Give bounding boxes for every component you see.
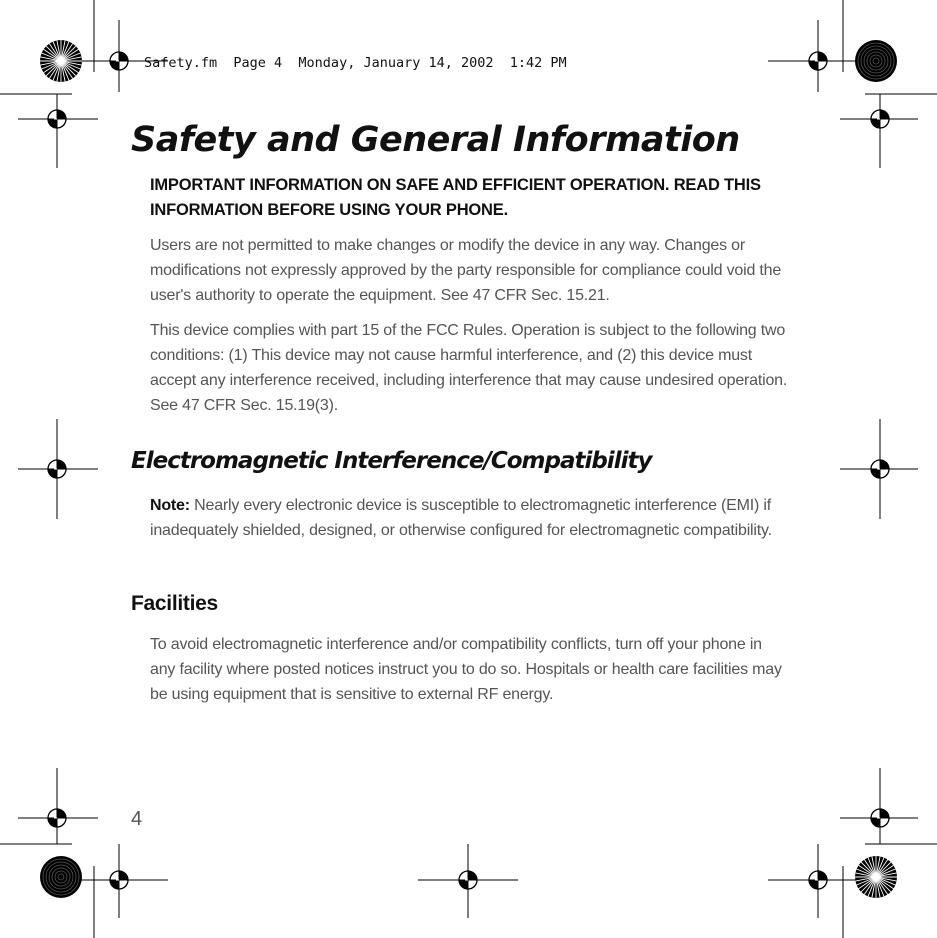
ring-target-icon <box>855 40 897 82</box>
star-target-icon <box>40 40 82 82</box>
file-header: Safety.fm Page 4 Monday, January 14, 2002 1:42 PM <box>144 55 567 71</box>
registration-mark-icon <box>871 110 889 128</box>
registration-mark-icon <box>48 110 66 128</box>
registration-mark-icon <box>871 809 889 827</box>
registration-mark-icon <box>459 871 477 889</box>
registration-mark-icon <box>110 52 128 70</box>
page-number: 4 <box>131 808 143 830</box>
registration-mark-icon <box>809 52 827 70</box>
note-label: Note: <box>150 497 190 514</box>
fcc-paragraph: This device complies with part 15 of the FCC Rules. Operation is subject to the following two conditions: (1) This device may not cause harmful interference, and (2) this device must accept any interference received, including interference that may cause undesired operation. See 47 CFR Sec. 15.19(3). <box>150 322 788 414</box>
star-target-icon <box>855 856 897 898</box>
registration-mark-icon <box>871 460 889 478</box>
ring-target-icon <box>40 856 82 898</box>
registration-mark-icon <box>48 809 66 827</box>
important-notice: IMPORTANT INFORMATION ON SAFE AND EFFICIENT OPERATION. READ THIS INFORMATION BEFORE USING YOUR PHONE. <box>150 176 761 219</box>
emi-note <box>150 493 790 543</box>
registration-mark-icon <box>110 871 128 889</box>
emi-heading: Electromagnetic Interference/Compatibility <box>131 448 652 474</box>
page-title: Safety and General Information <box>131 120 740 160</box>
note-text: Nearly every electronic device is susceptible to electromagnetic interference (EMI) if inadequately shielded, designed, or otherwise configured for electromagnetic compatibility. <box>150 497 772 539</box>
modification-paragraph: Users are not permitted to make changes or modify the device in any way. Changes or modifications not expressly approved by the party responsible for compliance could void the user's authority to operate the equipment. See 47 CFR Sec. 15.21. <box>150 237 782 304</box>
facilities-paragraph: To avoid electromagnetic interference and/or compatibility conflicts, turn off your phone in any facility where posted notices instruct you to do so. Hospitals or health care facilities may be using equipment that is sensitive to external RF energy. <box>150 636 782 703</box>
registration-mark-icon <box>48 460 66 478</box>
registration-mark-icon <box>809 871 827 889</box>
facilities-heading: Facilities <box>131 592 218 615</box>
